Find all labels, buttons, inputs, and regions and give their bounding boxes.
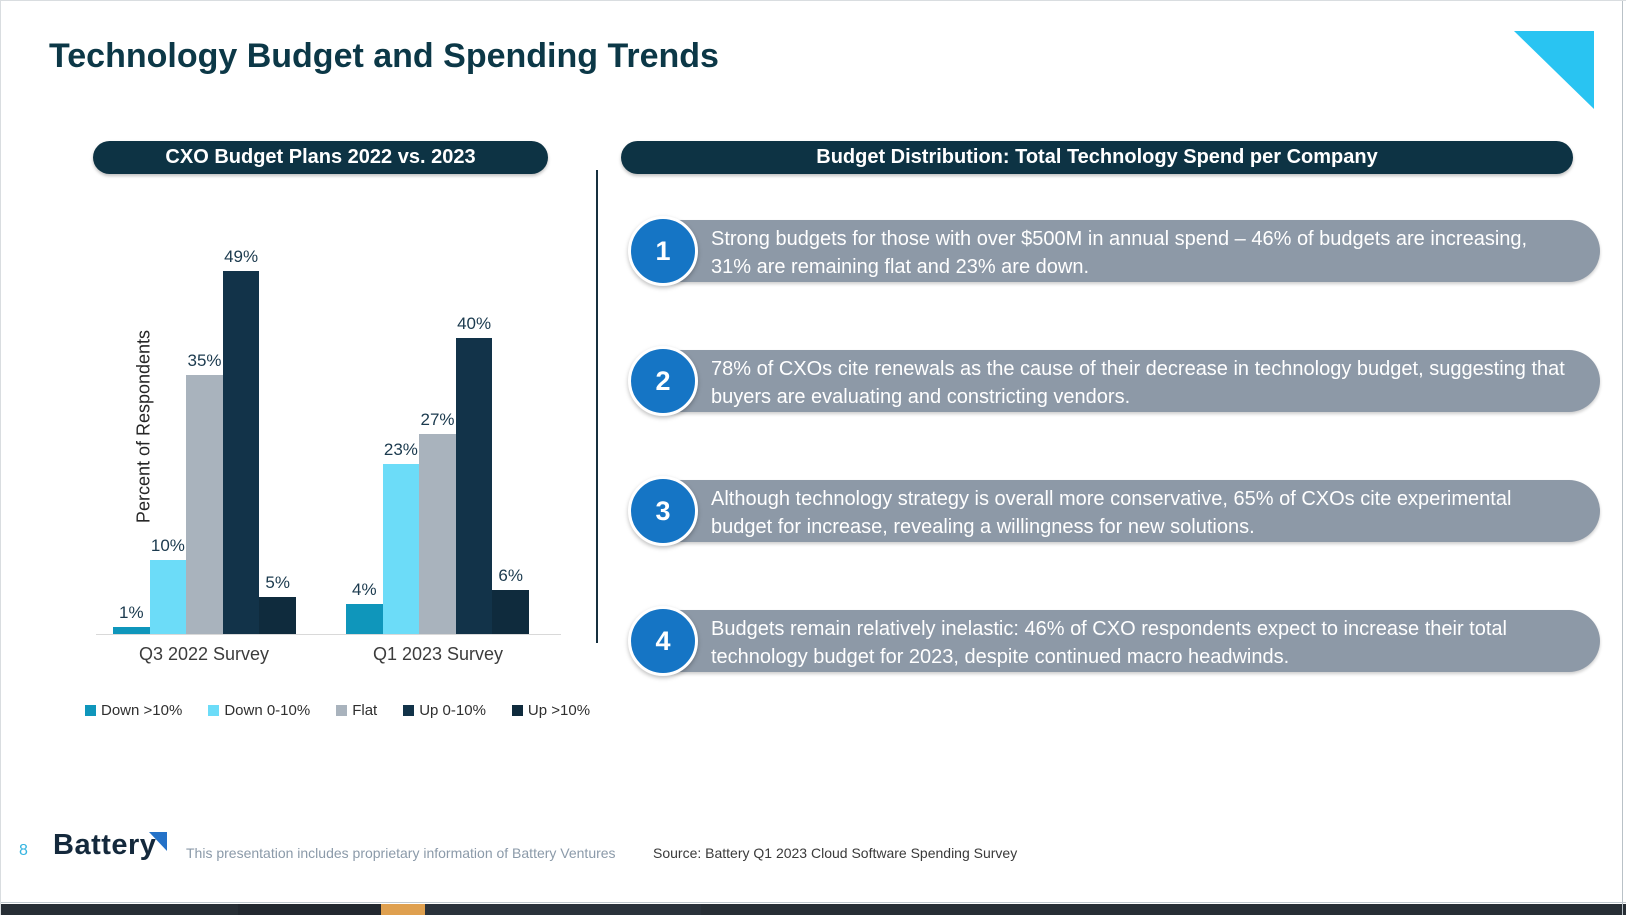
battery-logo: Battery [53, 829, 157, 861]
legend-label: Down 0-10% [224, 702, 311, 719]
legend-label: Up >10% [527, 702, 591, 719]
bar-chart [96, 239, 561, 664]
background-window-edge [1, 904, 1626, 915]
bar-Down >10%-Q1 2023 Survey [346, 604, 383, 634]
bar-value-label: 49% [224, 247, 259, 267]
corner-triangle-decoration [1514, 31, 1594, 109]
slide-title: Technology Budget and Spending Trends [49, 37, 719, 75]
bullet-text: Although technology strategy is overall more conservative, 65% of CXOs cite experimental budget for increase, revealing a willingness for new solutions. [641, 480, 1600, 542]
bar-value-label: 5% [265, 573, 290, 592]
legend-swatch-icon [85, 705, 96, 716]
bar-value-label: 40% [457, 314, 492, 333]
legend-swatch-icon [403, 705, 414, 716]
bar-value-label: 35% [187, 351, 222, 370]
bullet-item-2 [628, 346, 1608, 416]
bullet-item-4 [628, 606, 1608, 676]
window-edge-segment [425, 904, 701, 915]
legend-swatch-icon [208, 705, 219, 716]
bar-Down 0-10%-Q3 2022 Survey [150, 560, 187, 634]
legend-label: Down >10% [101, 702, 183, 719]
bar-value-label: 1% [119, 602, 144, 622]
bar-value-label: 4% [352, 580, 377, 600]
legend-swatch-icon [336, 705, 347, 716]
legend-item-Flat [336, 702, 377, 719]
legend-label: Flat [352, 702, 378, 719]
bullet-text: 78% of CXOs cite renewals as the cause of their decrease in technology budget, suggesting that buyers are evaluating and constricting vendors. [641, 350, 1600, 412]
bar-value-label: 23% [383, 439, 418, 459]
y-axis-label: Percent of Respondents [133, 329, 154, 524]
bar-Up 0-10%-Q1 2023 Survey [456, 338, 493, 634]
page-bottom-border [1, 902, 1626, 903]
bar-Flat-Q3 2022 Survey [186, 375, 223, 634]
footer-disclaimer: This presentation includes proprietary information of Battery Ventures [186, 845, 616, 861]
bar-value-label: 27% [420, 410, 455, 430]
bullet-text: Budgets remain relatively inelastic: 46% of CXO respondents expect to increase their total technology budget for 2023, despite continued macro headwinds. [641, 610, 1600, 672]
bullet-number-badge: 3 [628, 476, 698, 546]
bar-Down >10%-Q3 2022 Survey [113, 627, 150, 634]
bar-value-label: 6% [498, 565, 523, 585]
footer-source: Source: Battery Q1 2023 Cloud Software Spending Survey [653, 845, 1018, 861]
x-axis-category: Q3 2022 Survey [138, 644, 270, 664]
bullet-item-3 [628, 476, 1608, 546]
bullet-number-badge: 1 [628, 216, 698, 286]
bullet-number-badge: 2 [628, 346, 698, 416]
chart-legend [85, 702, 590, 719]
x-axis-category: Q1 2023 Survey [372, 644, 504, 664]
bar-Flat-Q1 2023 Survey [419, 434, 456, 634]
window-edge-orange-segment [381, 904, 425, 915]
bar-value-label: 10% [150, 536, 185, 555]
legend-label: Up 0-10% [419, 702, 486, 719]
window-edge-segment [238, 904, 381, 915]
panel-divider [596, 170, 598, 643]
bar-Up >10%-Q3 2022 Survey [259, 597, 296, 634]
page-right-border [1622, 1, 1623, 915]
bar-Down 0-10%-Q1 2023 Survey [383, 464, 420, 634]
right-panel-header: Budget Distribution: Total Technology Spend per Company [621, 141, 1573, 174]
legend-swatch-icon [512, 705, 523, 716]
legend-item-Down >10% [85, 702, 182, 719]
bullet-text: Strong budgets for those with over $500M in annual spend – 46% of budgets are increasing, 31% are remaining flat and 23% are down. [641, 220, 1600, 282]
left-panel-header: CXO Budget Plans 2022 vs. 2023 [93, 141, 548, 174]
bar-Up >10%-Q1 2023 Survey [492, 590, 529, 634]
legend-item-Down 0-10% [208, 702, 310, 719]
bullet-item-1 [628, 216, 1608, 286]
page-number: 8 [19, 842, 28, 859]
bullet-number-badge: 4 [628, 606, 698, 676]
legend-item-Up >10% [512, 702, 590, 719]
legend-item-Up 0-10% [403, 702, 486, 719]
